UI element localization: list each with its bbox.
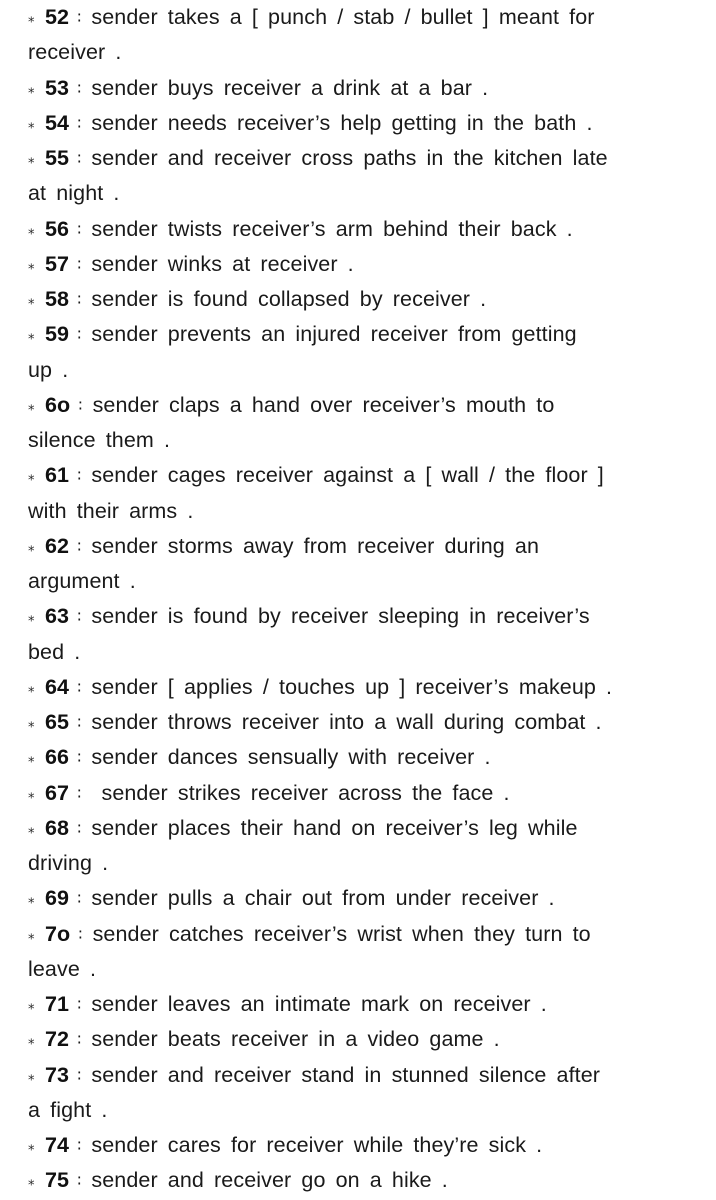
bullet-icon: ⁎ xyxy=(28,1139,35,1154)
bullet-icon: ⁎ xyxy=(28,610,35,626)
item-number: 63 xyxy=(45,604,70,629)
separator-icon: ∶ xyxy=(77,113,82,133)
list-item xyxy=(28,317,696,352)
item-text: sender storms away from receiver during an xyxy=(91,533,540,558)
item-number: 59 xyxy=(45,322,70,347)
list-item xyxy=(28,987,696,1022)
item-text: sender winks at receiver . xyxy=(91,251,354,276)
item-number: 55 xyxy=(45,146,70,170)
bullet-icon: ⁎ xyxy=(28,11,35,26)
item-text: silence them . xyxy=(28,428,171,452)
item-text: sender needs receiver’s help getting in the bath . xyxy=(91,110,593,135)
item-text: up . xyxy=(28,357,69,382)
item-number: 61 xyxy=(45,463,70,488)
separator-icon: ∶ xyxy=(77,1065,82,1085)
item-number: 57 xyxy=(45,251,70,276)
bullet-icon: ⁎ xyxy=(28,751,35,767)
item-text: sender dances sensually with receiver . xyxy=(91,745,491,770)
item-text: with their arms . xyxy=(28,498,194,523)
list-item xyxy=(28,776,696,811)
list-item-continuation xyxy=(28,176,696,211)
item-text: sender prevents an injured receiver from getting xyxy=(91,322,577,347)
bullet-icon: ⁎ xyxy=(28,1033,35,1049)
separator-icon: ∶ xyxy=(78,924,83,944)
bullet-icon: ⁎ xyxy=(28,222,35,238)
list-item xyxy=(28,1058,696,1093)
item-text: argument . xyxy=(28,569,136,593)
item-text: sender claps a hand over receiver’s mouth to xyxy=(92,392,555,417)
list-item xyxy=(28,106,696,141)
list-item xyxy=(28,458,696,493)
list-item-continuation xyxy=(28,35,696,70)
list-item xyxy=(28,282,696,317)
separator-icon: ∶ xyxy=(77,149,82,168)
bullet-icon: ⁎ xyxy=(28,927,35,943)
list-item-continuation xyxy=(28,423,696,458)
list-item xyxy=(28,1128,696,1163)
item-text: at night . xyxy=(28,181,120,206)
separator-icon: ∶ xyxy=(77,748,82,768)
bullet-icon: ⁎ xyxy=(28,1174,35,1190)
item-text: sender cares for receiver while they’re sick . xyxy=(91,1133,543,1157)
separator-icon: ∶ xyxy=(77,889,82,909)
item-text: sender takes a [ punch / stab / bullet ] meant for xyxy=(91,5,595,29)
bullet-icon: ⁎ xyxy=(28,328,35,344)
bullet-icon: ⁎ xyxy=(28,257,35,273)
item-text: sender cages receiver against a [ wall / the floor ] xyxy=(91,463,604,488)
item-number: 65 xyxy=(45,710,70,734)
list-item xyxy=(28,670,696,705)
item-number: 69 xyxy=(45,886,70,911)
list-item-continuation xyxy=(28,635,696,670)
bullet-icon: ⁎ xyxy=(28,821,35,837)
bullet-icon: ⁎ xyxy=(28,892,35,908)
list-item xyxy=(28,388,696,423)
item-number: 54 xyxy=(45,110,70,135)
item-number: 71 xyxy=(45,992,70,1016)
list-item-continuation xyxy=(28,564,696,599)
item-number: 72 xyxy=(45,1027,70,1052)
list-item xyxy=(28,740,696,775)
separator-icon: ∶ xyxy=(78,395,83,415)
list-item xyxy=(28,811,696,846)
list-item-continuation xyxy=(28,353,696,388)
bullet-icon: ⁎ xyxy=(28,398,35,414)
list-item-continuation xyxy=(28,1093,696,1128)
bullet-icon: ⁎ xyxy=(28,998,35,1013)
bullet-icon: ⁎ xyxy=(28,786,35,802)
list-item xyxy=(28,1163,696,1198)
separator-icon: ∶ xyxy=(77,325,82,345)
bullet-icon: ⁎ xyxy=(28,680,35,696)
item-text: driving . xyxy=(28,851,109,875)
separator-icon: ∶ xyxy=(77,607,82,627)
separator-icon: ∶ xyxy=(77,219,82,239)
item-number: 67 xyxy=(45,780,70,805)
item-text: sender leaves an intimate mark on receiver . xyxy=(91,992,547,1016)
item-text: sender strikes receiver across the face . xyxy=(91,780,510,805)
item-number: 53 xyxy=(45,75,70,100)
item-number: 7o xyxy=(45,921,71,946)
list-item xyxy=(28,917,696,952)
list-item xyxy=(28,212,696,247)
separator-icon: ∶ xyxy=(77,466,82,486)
list-item-continuation xyxy=(28,494,696,529)
list-item xyxy=(28,0,696,35)
item-text: sender beats receiver in a video game . xyxy=(91,1027,500,1052)
item-number: 74 xyxy=(45,1133,70,1157)
item-text: bed . xyxy=(28,639,81,664)
item-number: 56 xyxy=(45,216,70,241)
item-number: 6o xyxy=(45,392,71,417)
list-item xyxy=(28,247,696,282)
item-text: sender and receiver go on a hike . xyxy=(91,1168,448,1193)
item-text: sender throws receiver into a wall during combat . xyxy=(91,710,602,734)
bullet-icon: ⁎ xyxy=(28,293,35,308)
item-text: sender places their hand on receiver’s leg while xyxy=(91,815,578,840)
list-item xyxy=(28,599,696,634)
separator-icon: ∶ xyxy=(77,1171,82,1191)
bullet-icon: ⁎ xyxy=(28,469,35,485)
item-text: sender is found by receiver sleeping in receiver’s xyxy=(91,604,590,629)
separator-icon: ∶ xyxy=(77,254,82,274)
list-item xyxy=(28,141,696,176)
bullet-icon: ⁎ xyxy=(28,1068,35,1084)
item-text: sender catches receiver’s wrist when they turn to xyxy=(92,921,591,946)
separator-icon: ∶ xyxy=(77,536,82,556)
item-number: 75 xyxy=(45,1168,70,1193)
item-text: sender [ applies / touches up ] receiver’s makeup . xyxy=(91,674,613,699)
item-text: a fight . xyxy=(28,1097,108,1122)
separator-icon: ∶ xyxy=(77,1030,82,1050)
separator-icon: ∶ xyxy=(77,783,82,803)
separator-icon: ∶ xyxy=(77,1136,82,1155)
item-text: sender buys receiver a drink at a bar . xyxy=(91,75,489,100)
separator-icon: ∶ xyxy=(77,78,82,98)
item-text: receiver . xyxy=(28,40,122,65)
bullet-icon: ⁎ xyxy=(28,116,35,132)
separator-icon: ∶ xyxy=(77,818,82,838)
list-item xyxy=(28,881,696,916)
separator-icon: ∶ xyxy=(77,713,82,732)
separator-icon: ∶ xyxy=(77,8,82,27)
list-item-continuation xyxy=(28,846,696,881)
separator-icon: ∶ xyxy=(77,290,82,309)
bullet-icon: ⁎ xyxy=(28,152,35,167)
item-text: sender twists receiver’s arm behind their back . xyxy=(91,216,573,241)
bullet-icon: ⁎ xyxy=(28,539,35,555)
bullet-icon: ⁎ xyxy=(28,81,35,97)
item-number: 66 xyxy=(45,745,70,770)
list-item xyxy=(28,1022,696,1057)
item-number: 68 xyxy=(45,815,70,840)
item-text: sender is found collapsed by receiver . xyxy=(91,287,487,311)
item-text: sender pulls a chair out from under receiver . xyxy=(91,886,555,911)
list-item xyxy=(28,705,696,740)
bullet-icon: ⁎ xyxy=(28,716,35,731)
item-text: leave . xyxy=(28,956,97,981)
list-item xyxy=(28,529,696,564)
item-number: 58 xyxy=(45,287,70,311)
item-number: 52 xyxy=(45,5,70,29)
item-text: sender and receiver cross paths in the kitchen late xyxy=(91,146,608,170)
separator-icon: ∶ xyxy=(77,677,82,697)
list-item xyxy=(28,71,696,106)
item-number: 73 xyxy=(45,1062,70,1087)
item-number: 64 xyxy=(45,674,70,699)
item-text: sender and receiver stand in stunned silence after xyxy=(91,1062,601,1087)
separator-icon: ∶ xyxy=(77,995,82,1014)
list-item-continuation xyxy=(28,952,696,987)
item-number: 62 xyxy=(45,533,70,558)
